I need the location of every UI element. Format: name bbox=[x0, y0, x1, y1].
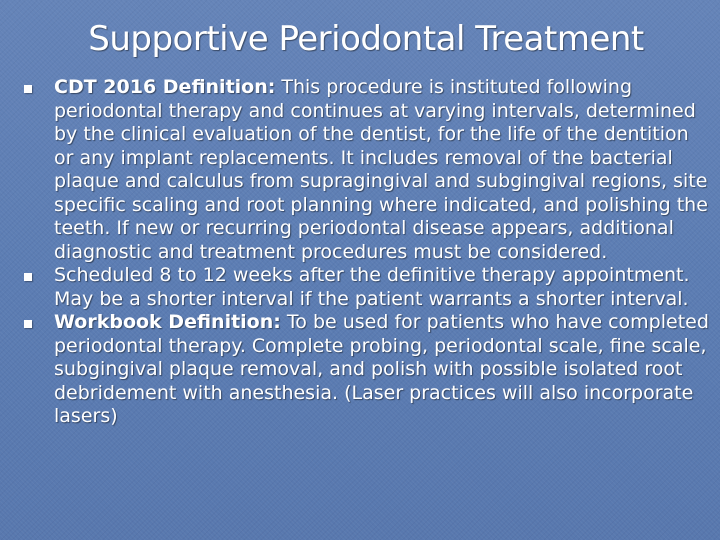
bullet-heading: Workbook Definition: bbox=[54, 311, 281, 333]
square-bullet-icon bbox=[24, 320, 32, 328]
bullet-text: This procedure is instituted following periodontal therapy and continues at varying intervals, determined by the clinical evaluation of the dentist, for the life of the dentition or any implant replacements. It includes removal of the bacterial plaque and calculus from supragingival and subgingival regions, site specific scaling and root planning where indicated, and polishing the teeth. If new or recurring periodontal disease appears, additional diagnostic and treatment procedures must be considered. bbox=[54, 76, 708, 263]
bullet-cdt-definition bbox=[22, 76, 712, 264]
bullet-workbook-definition bbox=[22, 311, 712, 429]
bullet-list bbox=[22, 76, 712, 429]
bullet-text: Scheduled 8 to 12 weeks after the definitive therapy appointment. May be a shorter interval if the patient warrants a shorter interval. bbox=[54, 264, 690, 310]
bullet-text: To be used for patients who have completed periodontal therapy. Complete probing, periodontal scale, fine scale, subgingival plaque removal, and polish with possible isolated root debridement with anesthesia. (Laser practices will also incorporate lasers) bbox=[54, 311, 709, 427]
slide-title: Supportive Periodontal Treatment bbox=[88, 19, 644, 59]
bullet-schedule bbox=[22, 264, 712, 311]
square-bullet-icon bbox=[24, 85, 32, 93]
square-bullet-icon bbox=[24, 273, 32, 281]
bullet-heading: CDT 2016 Definition: bbox=[54, 76, 276, 98]
